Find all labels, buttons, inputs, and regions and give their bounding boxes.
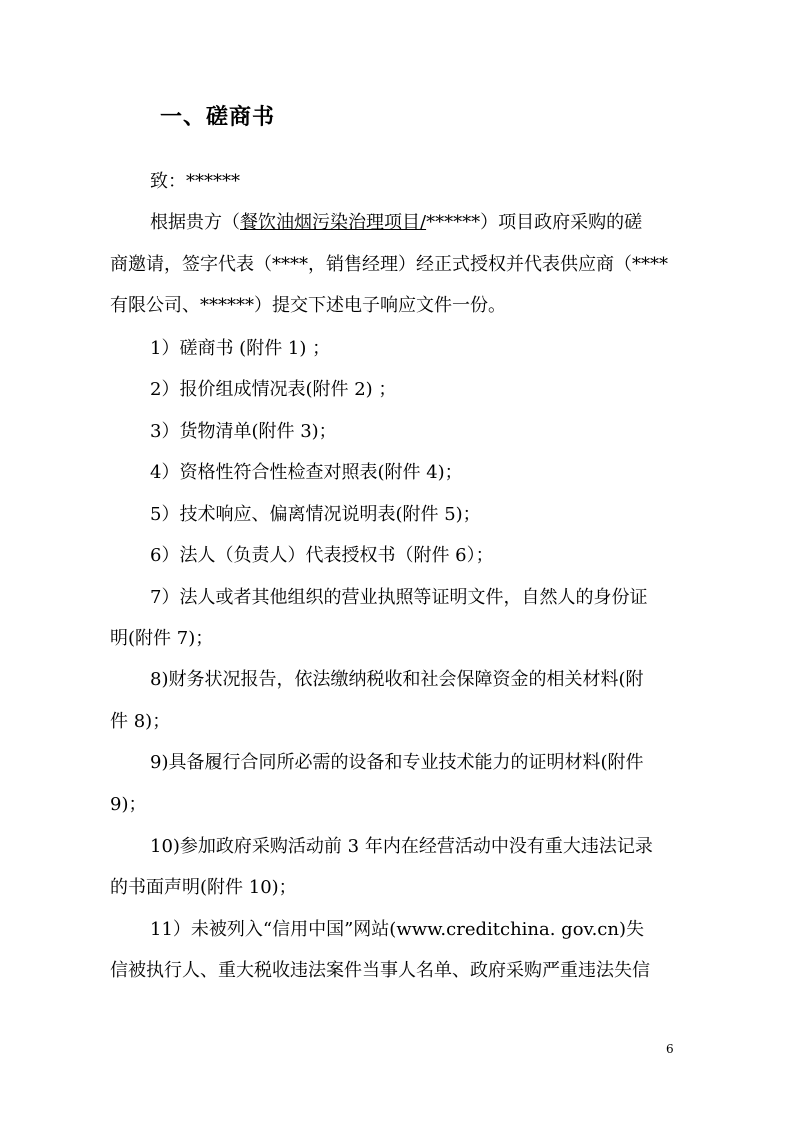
list-item-5: 5）技术响应、偏离情况说明表(附件 5)； (150, 504, 481, 525)
page-number: 6 (666, 1042, 674, 1056)
intro-line-1-pre: 根据贵方（ (150, 212, 240, 233)
list-item-4: 4）资格性符合性检查对照表(附件 4)； (150, 462, 463, 483)
intro-line-1-post: ******）项目政府采购的磋 (426, 212, 643, 233)
list-item-2: 2）报价组成情况表(附件 2) ； (150, 379, 397, 400)
list-item-1: 1）磋商书 (附件 1) ； (150, 338, 331, 359)
list-item-3: 3）货物清单(附件 3)； (150, 421, 337, 442)
intro-line-3: 有限公司、******）提交下述电子响应文件一份。 (110, 295, 506, 316)
intro-line-2: 商邀请，签字代表（****，销售经理）经正式授权并代表供应商（**** (110, 254, 668, 275)
section-title: 一、磋商书 (160, 105, 276, 130)
list-item-10-line-1: 10)参加政府采购活动前 3 年内在经营活动中没有重大违法记录 (150, 836, 653, 857)
list-item-11-line-1: 11）未被列入“信用中国”网站(www.creditchina. gov.cn)失 (150, 919, 644, 940)
list-item-8-line-1: 8)财务状况报告，依法缴纳税收和社会保障资金的相关材料(附 (150, 669, 644, 690)
list-item-10-line-2: 的书面声明(附件 10)； (110, 877, 297, 898)
intro-line-1 (150, 213, 730, 233)
list-item-11-line-2: 信被执行人、重大税收违法案件当事人名单、政府采购严重违法失信 (110, 960, 650, 981)
list-item-8-line-2: 件 8)； (110, 711, 171, 732)
project-name: 餐饮油烟污染治理项目/ (240, 212, 427, 233)
list-item-7-line-2: 明(附件 7)； (110, 628, 214, 649)
list-item-9-line-1: 9)具备履行合同所必需的设备和专业技术能力的证明材料(附件 (150, 752, 644, 773)
list-item-9-line-2: 9)； (110, 794, 147, 815)
list-item-7-line-1: 7）法人或者其他组织的营业执照等证明文件，自然人的身份证 (150, 587, 648, 608)
addressee-line: 致：****** (150, 171, 240, 192)
list-item-6: 6）法人（负责人）代表授权书（附件 6）； (150, 545, 494, 566)
